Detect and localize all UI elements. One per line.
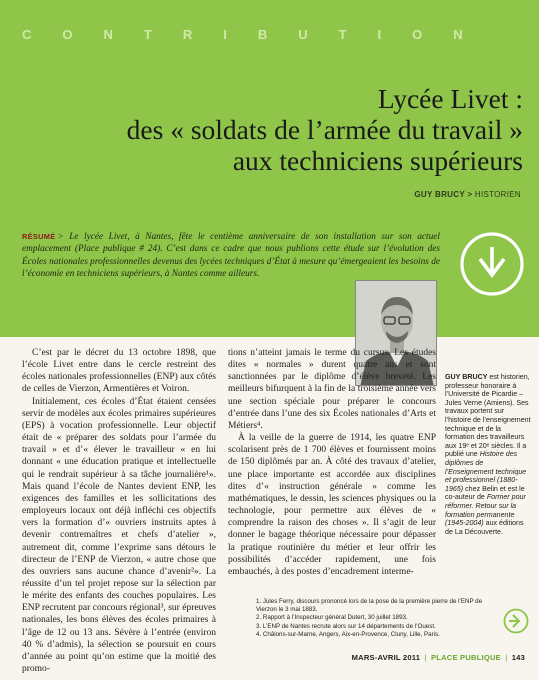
author-separator: > (467, 190, 473, 199)
summary-text: > Le lycée Livet, à Nantes, fête le centième anniversaire de son installation sur son actuel emplacement (Place publique # 24). C’est dans ce cadre que nous publions cette étude sur l’évolution des Écoles nationales professionnelles devenus des lycées techniques d’État à mesure qu’émergeaient les besoins de l’économie en techniciens supérieurs, à Nantes comme ailleurs. (22, 232, 440, 279)
title-line-3: aux techniciens supérieurs (232, 145, 523, 176)
down-arrow-circle-icon (459, 231, 525, 297)
body-column-2 (228, 347, 436, 578)
bio-end: aux éditions de La Découverte. (445, 519, 524, 536)
summary-block (22, 231, 440, 280)
bio-text: est historien, professeur honoraire à l’Université de Picardie – Jules Verne (Amiens). Ses travaux portent sur l’histoire de l’enseignement technique et de la formation des travailleurs aux 19ᵉ et 20ᵉ siècles. Il a publié une (445, 373, 531, 459)
title-line-2: des « soldats de l’armée du travail » (126, 114, 523, 145)
author-bio (445, 373, 531, 536)
footnotes (256, 598, 483, 639)
footer-separator: | (424, 653, 427, 662)
author-byline (414, 190, 521, 199)
body-column-1 (22, 347, 216, 675)
author-role: HISTORIEN (474, 190, 521, 199)
section-label: CONTRIBUTION (22, 27, 494, 42)
bio-book-1: Histoire des diplômes de l’Enseignement technique et professionnel (1880-1965) (445, 450, 527, 493)
body-paragraph: À la veille de la guerre de 1914, les quatre ENP scolarisent près de 1 700 élèves et fournissent moins de 150 diplômés par an. À côté des travaux d’atelier, une place importante est accordée aux disciplines dites d’« instruction générale » comme les mathématiques, le dessin, les sciences physiques ou la technologie, pour permettre aux élèves de « comprendre la raison des choses ». Il s’agit de leur donner le bagage théorique nécessaire pour dépasser la pratique routinière du métier et leur offrir les possibilités d’accéder rapidement, une fois embauchés, à des postes d’encadrement interme- (228, 433, 436, 577)
page-number: 143 (511, 653, 525, 662)
author-name: GUY BRUCY (414, 190, 465, 199)
footnote: 2. Rapport à l’Inspecteur général Dutert, 30 juillet 1893. (256, 614, 408, 622)
footnote: 4. Châlons-sur-Marne, Angers, Aix-en-Provence, Cluny, Lille, Paris. (256, 630, 440, 638)
summary-label: RÉSUMÉ (22, 232, 56, 241)
title-line-1: Lycée Livet : (377, 83, 523, 114)
body-paragraph: Initialement, ces écoles d’État étaient censées servir de modèles aux écoles primaires supérieures (EPS) à vocation professionnelle. Leur objectif était de « préparer des soldats pour l’armée du travail » et d’« élever le travailleur « en lui donnant « une éducation pratique et intellectuelle qui le rendrait supérieur à sa tâche journalière¹». Mais quand l’école de Nantes devient ENP, les exigences des familles et les sollicitations des employeurs locaux ont déjà infléchi ces objectifs vers la formation d’« ouvriers instruits aptes à devenir contremaîtres et chefs d’atelier », autrement dit, comme l’exprime sans détours le directeur de l’ENP de Vierzon, « autre chose que des ouvriers sans aucune chance d’avenir²». La réussite d’un tel projet repose sur la sélection par le mérite des enfants des couches populaires. Les ENP recrutent par concours régional³, sur épreuves nationales, les bons élèves des écoles primaires à l’âge de 12 ou 13 ans. Sévère à l’entrée (environ 40 % d’admis), la sélection se poursuit en cours d’année au point qu’on estime que la moitié des promo- (22, 396, 216, 675)
footer-issue: MARS-AVRIL 2011 (351, 653, 421, 662)
footer-separator: | (505, 653, 508, 662)
body-paragraph: C’est par le décret du 13 octobre 1898, que l’école Livet entre dans le cercle restreint des écoles nationales professionnelles (ENP) aux côtés de celles de Vierzon, Armentières et Voiron. (22, 348, 216, 395)
page-footer (352, 653, 525, 662)
bio-book-2: Former pour réformer. Retour sur la formation permanente (1945-2004) (445, 493, 526, 528)
article-title (23, 83, 523, 176)
footnote: 1. Jules Ferry, discours prononcé lors de la pose de la première pierre de l’ENP de (256, 598, 483, 605)
bio-mid: chez Belin et est le co-auteur de (445, 484, 525, 502)
bio-name: GUY BRUCY (445, 373, 488, 381)
footnote: 3. L’ENP de Nantes recrute alors sur 14 départements de l’Ouest. (256, 622, 436, 630)
right-arrow-icon (503, 608, 529, 634)
footnote: Vierzon le 3 mai 1883. (256, 606, 318, 614)
body-paragraph: tions n’atteint jamais le terme du cursus. Les études dites « normales » durent quatre ans et sont sanctionnées par le diplôme d’élève breveté. Les meilleurs bifurquent à la fin de la troisième année vers une section spéciale pour préparer le concours d’entrée dans l’une des six Écoles nationales d’Arts et Métiers⁴. (228, 348, 436, 431)
footer-publication: PLACE PUBLIQUE (431, 653, 501, 662)
